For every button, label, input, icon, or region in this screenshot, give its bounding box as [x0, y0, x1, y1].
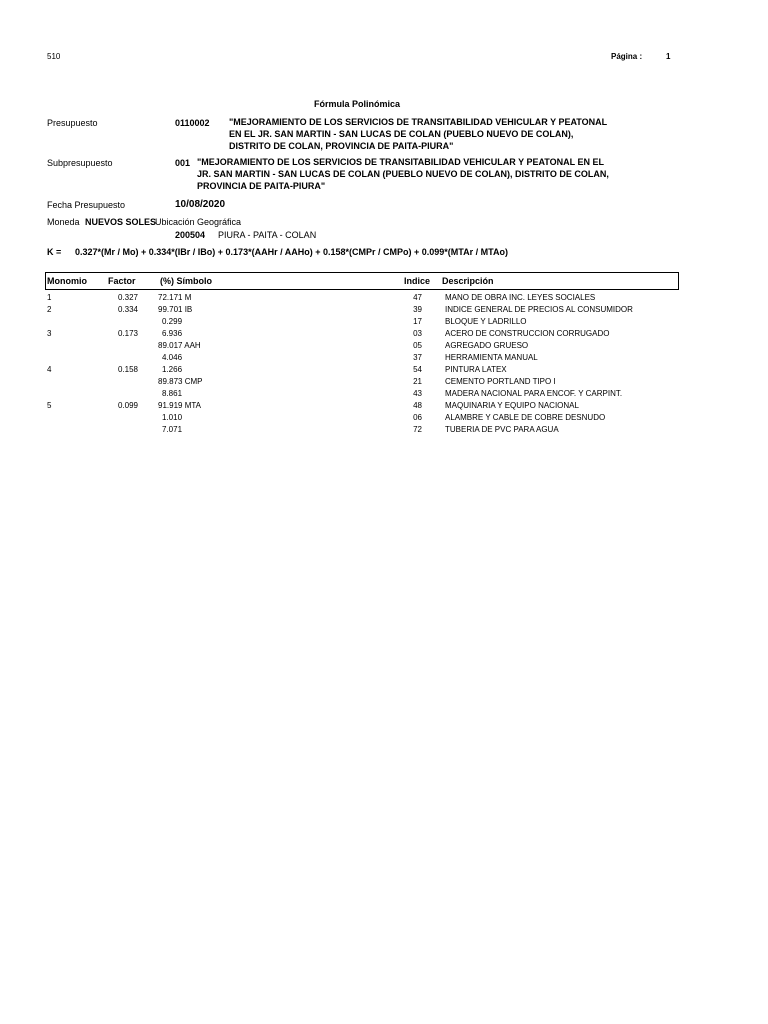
fecha-value: 10/08/2020 [175, 199, 226, 210]
cell-pct: 1.010 [162, 413, 183, 422]
presupuesto-code: 0110002 [175, 118, 210, 128]
table-row [0, 341, 768, 353]
table-row [0, 401, 768, 413]
cell-indice: 06 [413, 413, 422, 422]
header-factor: Factor [108, 276, 136, 286]
presupuesto-label: Presupuesto [47, 118, 98, 128]
cell-pct: 4.046 [162, 353, 183, 362]
page-number: 1 [666, 52, 671, 61]
table-row [0, 293, 768, 305]
cell-descripcion: BLOQUE Y LADRILLO [445, 317, 527, 326]
cell-descripcion: CEMENTO PORTLAND TIPO I [445, 377, 556, 386]
table-row [0, 353, 768, 365]
cell-pct: 89.017 AAH [158, 341, 201, 350]
cell-pct: 1.266 [162, 365, 183, 374]
cell-indice: 17 [413, 317, 422, 326]
cell-descripcion: TUBERIA DE PVC PARA AGUA [445, 425, 559, 434]
cell-pct: 89.873 CMP [158, 377, 203, 386]
header-indice: Indice [404, 276, 431, 286]
cell-indice: 47 [413, 293, 422, 302]
cell-pct: 91.919 MTA [158, 401, 201, 410]
cell-monomio: 2 [47, 305, 52, 314]
cell-indice: 54 [413, 365, 422, 374]
cell-indice: 21 [413, 377, 422, 386]
table-row [0, 389, 768, 401]
cell-descripcion: ALAMBRE Y CABLE DE COBRE DESNUDO [445, 413, 606, 422]
cell-indice: 43 [413, 389, 422, 398]
table-row [0, 305, 768, 317]
table-row [0, 329, 768, 341]
cell-monomio: 3 [47, 329, 52, 338]
cell-descripcion: INDICE GENERAL DE PRECIOS AL CONSUMIDOR [445, 305, 633, 314]
table-row [0, 317, 768, 329]
table-header-box [45, 272, 679, 290]
cell-indice: 48 [413, 401, 422, 410]
cell-descripcion: MAQUINARIA Y EQUIPO NACIONAL [445, 401, 579, 410]
cell-monomio: 4 [47, 365, 52, 374]
cell-pct: 99.701 IB [158, 305, 193, 314]
table-row [0, 377, 768, 389]
cell-indice: 39 [413, 305, 422, 314]
page-title: Fórmula Polinómica [314, 99, 401, 109]
cell-descripcion: MADERA NACIONAL PARA ENCOF. Y CARPINT. [445, 389, 623, 398]
formula-label: K = [47, 247, 62, 257]
cell-descripcion: MANO DE OBRA INC. LEYES SOCIALES [445, 293, 596, 302]
cell-monomio: 5 [47, 401, 52, 410]
cell-indice: 72 [413, 425, 422, 434]
cell-factor: 0.173 [117, 329, 138, 338]
cell-pct: 6.936 [162, 329, 183, 338]
cell-descripcion: HERRAMIENTA MANUAL [445, 353, 538, 362]
cell-pct: 7.071 [162, 425, 183, 434]
subpresupuesto-code: 001 [175, 158, 191, 168]
header-pct-simbolo: (%) Símbolo [160, 276, 212, 286]
ubicacion-code: 200504 [175, 230, 206, 240]
cell-monomio: 1 [47, 293, 52, 302]
table-row [0, 365, 768, 377]
cell-pct: 8.861 [162, 389, 183, 398]
ubicacion-value: PIURA - PAITA - COLAN [218, 230, 317, 240]
fecha-label: Fecha Presupuesto [47, 200, 126, 210]
ubicacion-label: Ubicación Geográfica [155, 217, 242, 227]
table-row [0, 413, 768, 425]
cell-pct: 0.299 [162, 317, 183, 326]
cell-indice: 37 [413, 353, 422, 362]
table-row [0, 425, 768, 437]
cell-descripcion: AGREGADO GRUESO [445, 341, 529, 350]
cell-factor: 0.158 [117, 365, 138, 374]
header-monomio: Monomio [47, 276, 87, 286]
header-descripcion: Descripción [442, 276, 494, 286]
cell-descripcion: PINTURA LATEX [445, 365, 507, 374]
cell-factor: 0.327 [117, 293, 138, 302]
moneda-label: Moneda [47, 217, 80, 227]
formula-expression: 0.327*(Mr / Mo) + 0.334*(IBr / IBo) + 0.173*(AAHr / AAHo) + 0.158*(CMPr / CMPo) + 0.099*(MTAr / MTAo) [75, 247, 508, 257]
cell-pct: 72.171 M [158, 293, 192, 302]
subpresupuesto-label: Subpresupuesto [47, 158, 113, 168]
cell-factor: 0.334 [117, 305, 138, 314]
moneda-value: NUEVOS SOLES [85, 217, 157, 227]
page-label: Página : [611, 52, 643, 61]
cell-indice: 03 [413, 329, 422, 338]
cell-descripcion: ACERO DE CONSTRUCCION CORRUGADO [445, 329, 610, 338]
cell-factor: 0.099 [117, 401, 138, 410]
cell-indice: 05 [413, 341, 422, 350]
document-code: 510 [47, 52, 61, 61]
presupuesto-description: "MEJORAMIENTO DE LOS SERVICIOS DE TRANSITABILIDAD VEHICULAR Y PEATONAL EN EL JR. SAN MARTIN - SAN LUCAS DE COLAN (PUEBLO NUEVO DE COLAN), DISTRITO DE COLAN, PROVINCIA DE PAITA-PIURA" [229, 117, 607, 151]
subpresupuesto-description: "MEJORAMIENTO DE LOS SERVICIOS DE TRANSITABILIDAD VEHICULAR Y PEATONAL EN EL JR. SAN MARTIN - SAN LUCAS DE COLAN (PUEBLO NUEVO DE COLAN), DISTRITO DE COLAN, PROVINCIA DE PAITA-PIURA" [197, 157, 609, 191]
